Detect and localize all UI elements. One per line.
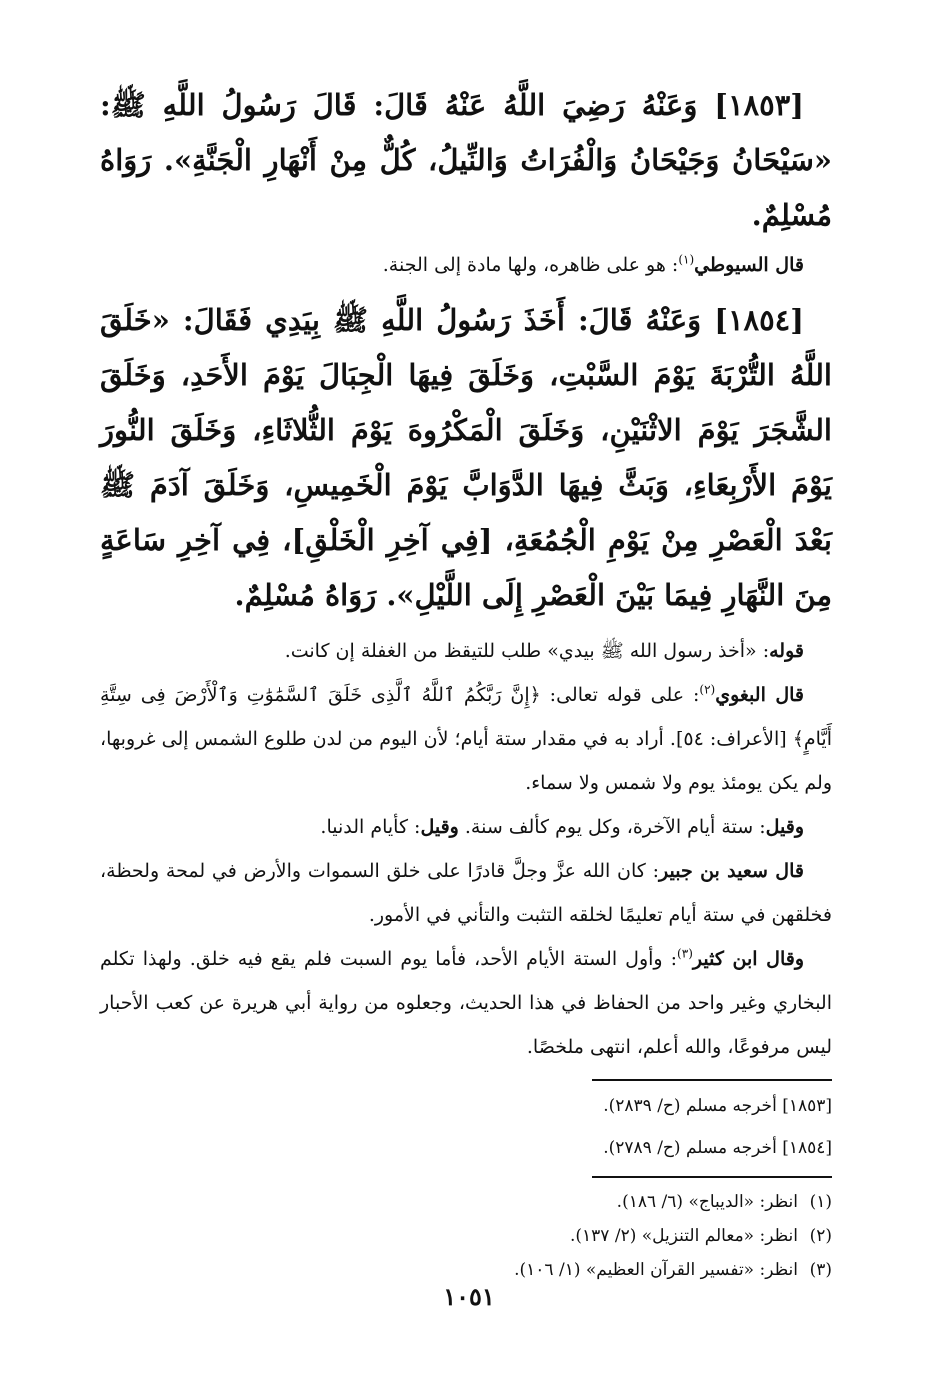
hadith-1854-text: [١٨٥٤] وَعَنْهُ قَالَ: أَخَذَ رَسُولُ اللَّهِ ﷺ بِيَدِي فَقَالَ: «خَلَقَ اللَّهُ التُّرْبَةَ يَوْمَ السَّبْتِ، وَخَلَقَ فِيهَا الْجِبَالَ يَوْمَ الأَحَدِ، وَخَلَقَ الشَّجَرَ يَوْمَ الاثْنَيْنِ، وَخَلَقَ الْمَكْرُوهَ يَوْمَ الثُّلاثَاءِ، وَخَلَقَ النُّورَ يَوْمَ الأَرْبِعَاءِ، وَبَثَّ فِيهَا الدَّوَابَّ يَوْمَ الْخَمِيسِ، وَخَلَقَ آدَمَ ﷺ بَعْدَ الْعَصْرِ مِنْ يَوْمِ الْجُمُعَةِ، [فِي آخِرِ الْخَلْقِ]، فِي آخِرِ سَاعَةٍ مِنَ النَّهَارِ فِيمَا بَيْنَ الْعَصْرِ إِلَى اللَّيْلِ». رَوَاهُ مُسْلِمٌ. <box>100 303 832 612</box>
ibn-kathir-text: : وأول الستة الأيام الأحد، فأما يوم السبت فلم يقع فيه خلق. ولهذا تكلم البخاري وغير واحد من الحفاظ في هذا الحديث، وجعلوه من رواية أبي هريرة عن كعب الأحبار ليس مرفوعًا، والله أعلم، انتهى ملخصًا. <box>100 948 832 1058</box>
baghawi-speaker: قال البغوي <box>715 684 805 706</box>
suyuti-comment <box>100 243 832 287</box>
ibn-kathir-comment <box>100 937 832 1069</box>
takhrij-divider <box>100 1079 832 1080</box>
qawluhu-text: : «أخذ رسول الله ﷺ بيدي» طلب للتيقظ من الغفلة إن كانت. <box>284 640 770 662</box>
saeed-text: : كان الله عزَّ وجلَّ قادرًا على خلق السموات والأرض في لمحة ولحظة، فخلقهن في ستة أيام تعليمًا لخلقه التثبت والتأني في الأمور. <box>100 860 832 926</box>
footnotes-divider <box>100 1176 832 1177</box>
ibn-kathir-speaker: وقال ابن كثير <box>692 948 804 970</box>
suyuti-footnote-ref[interactable]: (١) <box>678 252 695 267</box>
qila-text-1: : ستة أيام الآخرة، وكل يوم كألف سنة. <box>458 816 766 838</box>
suyuti-text: : هو على ظاهره، ولها مادة إلى الجنة. <box>382 254 679 276</box>
footnote-1-number: (١) <box>809 1192 832 1212</box>
footnote-3-number: (٣) <box>809 1260 832 1280</box>
footnote-2-number: (٢) <box>809 1226 832 1246</box>
ibn-kathir-footnote-ref[interactable]: (٣) <box>677 946 693 961</box>
qawluhu-speaker: قوله <box>769 640 804 662</box>
qila-speaker-2: وقيل <box>420 816 459 838</box>
footnote-1-text: انظر: «الديباج» (٦/ ١٨٦). <box>616 1192 798 1212</box>
hadith-1853-text: [١٨٥٣] وَعَنْهُ رَضِيَ اللَّهُ عَنْهُ قَالَ: قَالَ رَسُولُ اللَّهِ ﷺ: «سَيْحَانُ وَجَيْحَانُ وَالْفُرَاتُ وَالنِّيلُ، كُلٌّ مِنْ أَنْهَارِ الْجَنَّةِ». رَوَاهُ مُسْلِمٌ. <box>100 88 832 232</box>
qila-speaker-1: وقيل <box>765 816 804 838</box>
takhrij-1853: [١٨٥٣] أخرجه مسلم (ح/ ٢٨٣٩). <box>603 1096 832 1116</box>
qila-comment <box>100 805 832 849</box>
footnote-2-text: انظر: «معالم التنزيل» (٢/ ١٣٧). <box>569 1226 798 1246</box>
footnote-1 <box>100 1185 832 1219</box>
suyuti-speaker: قال السيوطي <box>694 254 804 276</box>
takhrij-1854: [١٨٥٤] أخرجه مسلم (ح/ ٢٧٨٩). <box>603 1138 832 1158</box>
footnote-3-text: انظر: «تفسير القرآن العظيم» (١/ ١٠٦). <box>514 1260 798 1280</box>
baghawi-text: [الأعراف: ٥٤]. أراد به في مقدار ستة أيام؛ لأن اليوم من لدن طلوع الشمس إلى غروبها، ولم يكن يومئذ يوم ولا شمس ولا سماء. <box>100 728 832 794</box>
page-body <box>100 78 832 1287</box>
quran-verse: ﴿إِنَّ رَبَّكُمُ ٱللَّهُ ٱلَّذِى خَلَقَ ٱلسَّمَٰوَٰتِ وَٱلْأَرْضَ فِى سِتَّةِ أَيَّامٍ﴾ <box>100 684 832 750</box>
qila-text-2: : كأيام الدنيا. <box>320 816 421 838</box>
baghawi-lead: : على قوله تعالى: <box>540 684 700 706</box>
qawluhu-comment <box>100 629 832 673</box>
footnotes-section <box>100 1185 832 1287</box>
hadith-1854 <box>100 293 832 623</box>
baghawi-comment <box>100 673 832 805</box>
saeed-speaker: قال سعيد بن جبير <box>659 860 804 882</box>
saeed-comment <box>100 849 832 937</box>
hadith-1853 <box>100 78 832 243</box>
baghawi-footnote-ref[interactable]: (٢) <box>699 682 716 697</box>
takhrij-section <box>100 1088 832 1166</box>
page-number: ١٠٥١ <box>443 1282 495 1311</box>
footnote-2 <box>100 1219 832 1253</box>
